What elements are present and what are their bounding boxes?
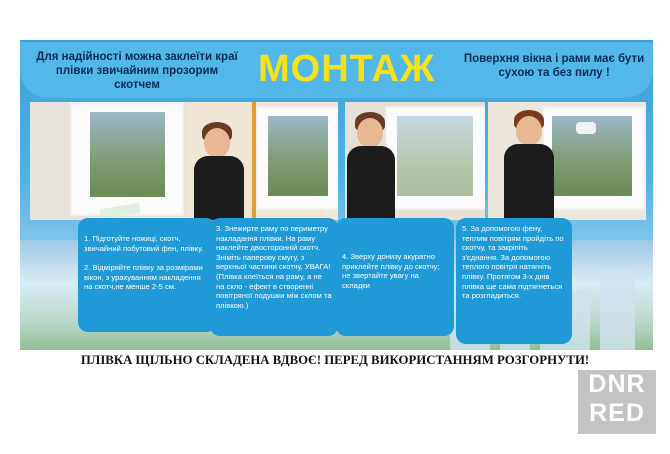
photo-step-3: [345, 102, 485, 220]
step-card-1: [78, 218, 216, 332]
instruction-poster: [20, 40, 653, 350]
step-card-2: [210, 218, 338, 336]
watermark-logo: [578, 370, 656, 434]
step-5-text: 5. За допомогою фену, теплим повітрям пройдіть по скотчу, та закріпіть з'єднання. За допомогою теплого повітря натягніть плівку. Протягом 3-х днів плівка ще сама підтягнеться та розгладиться.: [462, 224, 564, 301]
watermark-line-2: RED: [589, 399, 645, 427]
step-card-3: [336, 218, 454, 336]
photo-step-4: [488, 102, 646, 220]
step-card-4: [456, 218, 572, 344]
surface-tip-text: Поверхня вікна і рами має бути сухою та без пилу !: [463, 53, 645, 79]
photo-step-2: [188, 102, 338, 220]
watermark-line-1: DNR: [588, 370, 646, 398]
step-4-text: 4. Зверху донизу акуратно приклейте плівку до скотчу; не звертайте увагу на складки: [342, 252, 440, 290]
header-banner: [20, 42, 653, 98]
poster-title: МОНТАЖ: [258, 48, 436, 90]
step-3-text: 3. Знежирте раму по периметру накладання плівки. На раму наклейте двосторонній скотч. Зніміть паперову смугу, з верхньої частини скотчу, УВАГА! (Плівка клеїться на раму, а не на скло - ефект в створенні повітряної подушки між склом та плівкою.): [216, 224, 332, 310]
step-1-text: 1. Підготуйте ножиці, скотч, звичайний побутовий фен, плівку.: [84, 234, 204, 253]
photo-step-1: [30, 102, 200, 220]
tape-tip-text: Для надійності можна заклеїти краї плівки звичайним прозорим скотчем: [36, 51, 238, 91]
footer-warning: ПЛІВКА ЩІЛЬНО СКЛАДЕНА ВДВОЄ! ПЕРЕД ВИКОРИСТАННЯМ РОЗГОРНУТИ!: [80, 353, 590, 367]
step-2-text: 2. Відміряйте плівку за розмірами вікон, з урахуванням накладення на скотч,не менше 2-5 см.: [84, 263, 203, 292]
